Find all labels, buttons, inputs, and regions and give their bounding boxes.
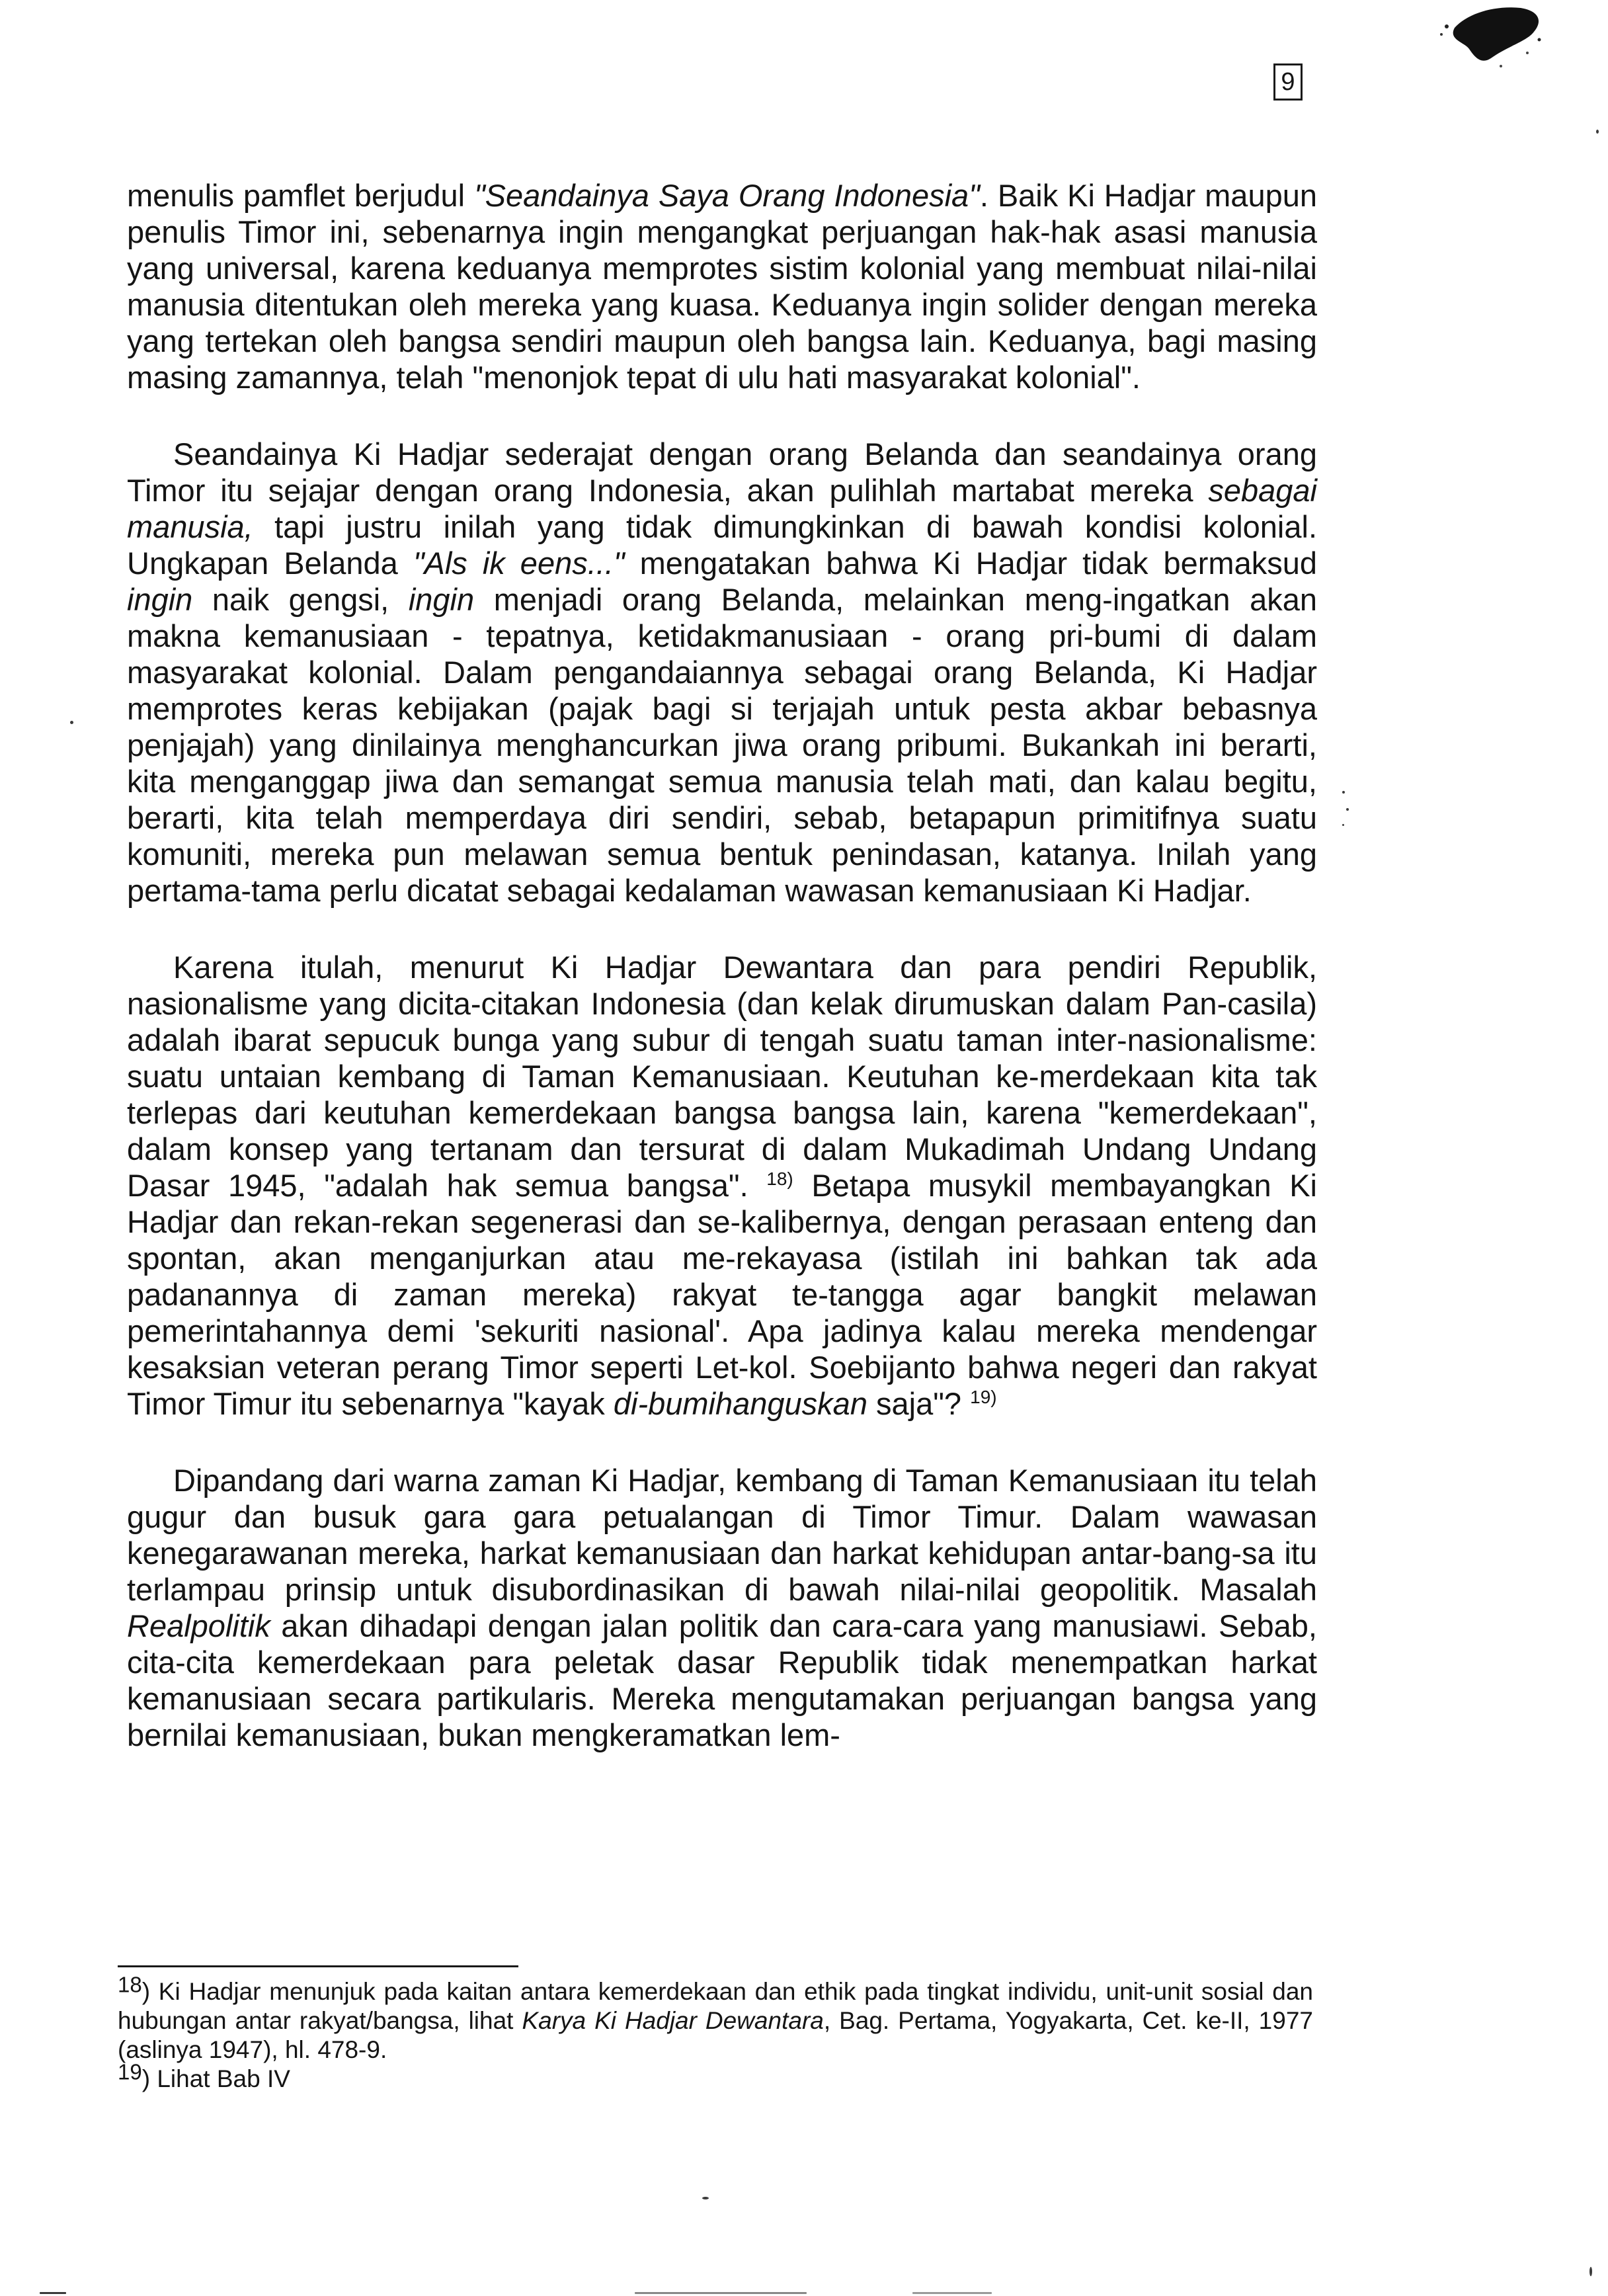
text-run: "Als ik eens..."	[413, 546, 625, 581]
footnote-divider	[118, 1965, 518, 1967]
scan-speck	[1346, 808, 1349, 811]
footnote-number: 19	[118, 2059, 142, 2084]
text-run: mengatakan bahwa Ki Hadjar tidak bermaksud	[624, 546, 1317, 581]
footnote-ref: 18)	[766, 1168, 793, 1190]
footnote-number: 18	[118, 1972, 142, 1997]
text-run: Dipandang dari warna zaman Ki Hadjar, kembang di Taman Kemanusiaan itu telah gugur dan busuk gara gara petualangan di Timor Timur. Dalam wawasan kenegarawanan mereka, harkat kemanusiaan dan harkat kehidupan antar-bang-sa itu terlampau prinsip untuk disubordinasikan di bawah nilai-nilai geopolitik. Masalah	[127, 1463, 1317, 1607]
footnote	[118, 1972, 1313, 2065]
text-run: ) Lihat Bab IV	[141, 2065, 290, 2092]
text-run: ingin	[408, 582, 475, 617]
scan-speck	[702, 2197, 709, 2199]
scan-speck	[912, 2292, 992, 2294]
paragraph	[127, 949, 1317, 1422]
text-run: , Bag. Pertama, Yogyakarta, Cet. ke-II, 1977 (aslinya 1947), hl. 478-9.	[118, 2007, 1313, 2063]
text-run: saja"?	[867, 1386, 971, 1421]
text-run: naik gengsi,	[192, 582, 409, 617]
paragraph	[127, 177, 1317, 395]
text-run: "Seandainya Saya Orang Indonesia"	[473, 178, 980, 213]
text-run: menjadi orang Belanda, melainkan meng-ingatkan akan makna kemanusiaan - tepatnya, ketidakmanusiaan - orang pri-bumi di dalam masyarakat kolonial. Dalam pengandaiannya sebagai orang Belanda, Ki Hadjar memprotes keras kebijakan (pajak bagi si terjajah untuk pesta akbar bebasnya penjajah) yang dinilainya menghancurkan jiwa orang pribumi. Bukankah ini berarti, kita menganggap jiwa dan semangat semua manusia telah mati, dan kalau begitu, berarti, kita telah memperdaya diri sendiri, sebab, betapapun primitifnya suatu komuniti, mereka pun melawan semua bentuk penindasan, katanya. Inilah yang pertama-tama perlu dicatat sebagai kedalaman wawasan kemanusiaan Ki Hadjar.	[127, 582, 1318, 908]
footnotes	[118, 1972, 1313, 2094]
text-run: ) Ki Hadjar menunjuk pada kaitan antara kemerdekaan dan ethik pada tingkat individu, unit-unit sosial dan hubungan antar rakyat/bangsa, lihat	[118, 1978, 1313, 2034]
paragraph	[127, 1462, 1317, 1753]
text-run: akan dihadapi dengan jalan politik dan cara-cara yang manusiawi. Sebab, cita-cita kemerdekaan para peletak dasar Republik tidak menempatkan harkat kemanusiaan secara partikularis. Mereka mengutamakan perjuangan bangsa yang bernilai kemanusiaan, bukan mengkeramatkan lem-	[127, 1608, 1317, 1752]
footnote	[118, 2059, 1313, 2094]
text-run: sebagai manusia,	[127, 473, 1317, 544]
scan-speck	[70, 721, 73, 724]
scan-speck	[40, 2292, 66, 2294]
footnote-ref: 19)	[970, 1387, 997, 1408]
scan-speck	[1596, 130, 1599, 134]
text-run: tapi justru inilah yang tidak dimungkinkan di bawah kondisi kolonial. Ungkapan Belanda	[127, 509, 1317, 581]
scan-speck	[1589, 2267, 1592, 2276]
text-run: . Baik Ki Hadjar maupun penulis Timor ini, sebenarnya ingin mengangkat perjuangan hak-hak asasi manusia yang universal, karena keduanya memprotes sistim kolonial yang membuat nilai-nilai manusia ditentukan oleh mereka yang kuasa. Keduanya ingin solider dengan mereka yang tertekan oleh bangsa sendiri maupun oleh bangsa lain. Keduanya, bagi masing masing zamannya, telah "menonjok tepat di ulu hati masyarakat kolonial".	[127, 178, 1317, 395]
page-number: 9	[1273, 63, 1303, 101]
scan-speck	[1342, 791, 1345, 794]
text-run: Realpolitik	[127, 1608, 270, 1643]
paragraph	[127, 436, 1317, 909]
text-run: menulis pamflet berjudul	[127, 178, 474, 213]
text-run: Karena itulah, menurut Ki Hadjar Dewantara dan para pendiri Republik, nasionalisme yang dicita-citakan Indonesia (dan kelak dirumuskan dalam Pan-casila) adalah ibarat sepucuk bunga yang subur di tengah suatu taman inter-nasionalisme: suatu untaian kembang di Taman Kemanusiaan. Keutuhan ke-merdekaan kita tak terlepas dari keutuhan kemerdekaan bangsa bangsa lain, karena "kemerdekaan", dalam konsep yang tertanam dan tersurat di dalam Mukadimah Undang Undang Dasar 1945, "adalah hak semua bangsa".	[127, 950, 1317, 1203]
text-run: Betapa musykil membayangkan Ki Hadjar dan rekan-rekan segenerasi dan se-kalibernya, dengan perasaan enteng dan spontan, akan menganjurkan atau me-rekayasa (istilah ini bahkan tak ada padanannya di zaman mereka) rakyat te-tangga agar bangkit melawan pemerintahannya demi 'sekuriti nasional'. Apa jadinya kalau mereka mendengar kesaksian veteran perang Timor seperti Let-kol. Soebijanto bahwa negeri dan rakyat Timor Timur itu sebenarnya "kayak	[127, 1168, 1317, 1421]
scan-speck	[1342, 824, 1344, 826]
ink-blot-mark	[1428, 0, 1547, 73]
text-run: Seandainya Ki Hadjar sederajat dengan orang Belanda dan seandainya orang Timor itu sejajar dengan orang Indonesia, akan pulihlah martabat mereka	[127, 436, 1317, 508]
text-run: di-bumihanguskan	[613, 1386, 867, 1421]
text-run: Karya Ki Hadjar Dewantara	[522, 2007, 824, 2034]
text-run: ingin	[127, 582, 193, 617]
body-text	[127, 177, 1317, 1793]
scan-speck	[635, 2292, 807, 2294]
